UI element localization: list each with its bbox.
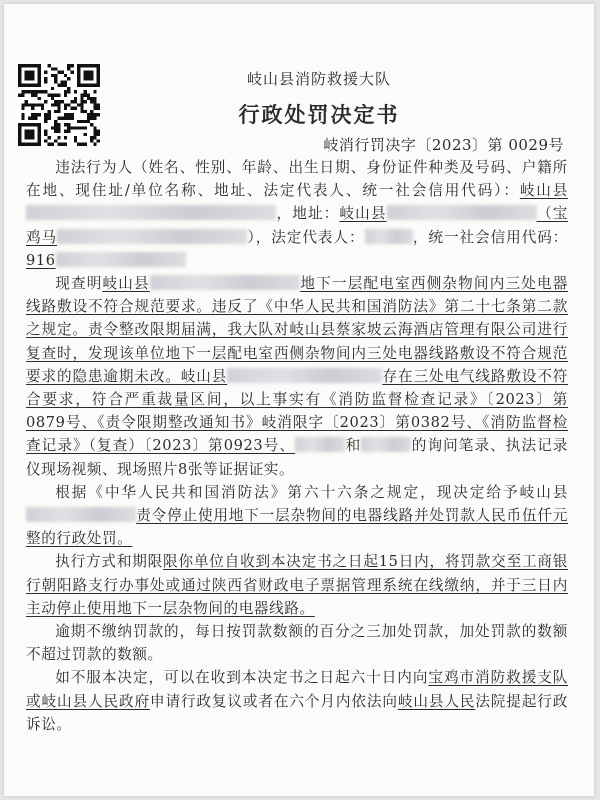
paragraph-execution: 执行方式和期限限你单位自收到本决定书之日起15日内，将罚款交至工商银行朝阳路支行办事处或通过陕西省财政电子票据管理系统在线缴纳，并于三日内主动停止使用地下一层杂物间的电器线路。 [26, 553, 568, 617]
issuing-unit: 岐山县消防救援大队 [246, 70, 391, 88]
redacted-text [361, 437, 411, 452]
paragraph-basis: 根据《中华人民共和国消防法》第六十六条之规定，现决定给予岐山县责令停止使用地下一层杂物间的电器线路并处罚款人民币伍仟元整的行政处罚。 [26, 483, 568, 548]
redacted-text [26, 205, 276, 220]
redacted-text [150, 275, 300, 290]
document-page [4, 4, 594, 796]
redacted-text [57, 229, 247, 244]
redacted-text [387, 205, 537, 220]
document-number: 岐消行罚决字〔2023〕第 0029号 [323, 136, 564, 154]
redacted-text [56, 252, 186, 267]
redacted-text [295, 437, 345, 452]
paragraph-facts: 现查明岐山县 地下一层配电室西侧杂物间内三处电器线路敷设不符合规范要求。违反了《中华人民共和国消防法》第二十七条第二款之规定。责令整改限期届满，我大队对岐山县蔡家坡云海酒店管理有限公司进行复查时，发现该单位地下一层配电室西侧杂物间内三处电器线路敷设不符合规范要求的隐患逾期未改。岐山县 存在三处电气线路敷设不符合要求，符合严重裁量区间，以上事实有《消防监督检查记录》〔2023〕第0879号、《责令限期整改通知书》岐消限字〔2023〕第0382号、《消防监督检查记录》（复查）〔2023〕第0923号、 和 的询问笔录、执法记录仪现场视频、现场照片8张等证据证实。 [26, 275, 568, 478]
document-body [26, 156, 568, 736]
redacted-text [365, 229, 413, 244]
page-title: 行政处罚决定书 [238, 102, 400, 127]
paragraph-appeal: 如不服本决定，可以在收到本决定书之日起六十日内向宝鸡市消防救援支队或岐山县人民政府申请行政复议或者在六个月内依法向岐山县人民法院提起行政诉讼。 [26, 669, 569, 733]
paragraph-late-penalty: 逾期不缴纳罚款的，每日按罚款数额的百分之三加处罚款，加处罚款的数额不超过罚款的数额。 [26, 623, 568, 664]
paragraph-violator: 违法行为人（姓名、性别、年龄、出生日期、身份证件种类及号码、户籍所在地、现住址/单位名称、地址、法定代表人、统一社会信用代码）：岐山县，地址：岐山县 （宝鸡马 ），法定代表人： ，统一社会信用代码：916 [26, 159, 568, 269]
redacted-text [227, 368, 382, 383]
redacted-text [26, 507, 136, 522]
